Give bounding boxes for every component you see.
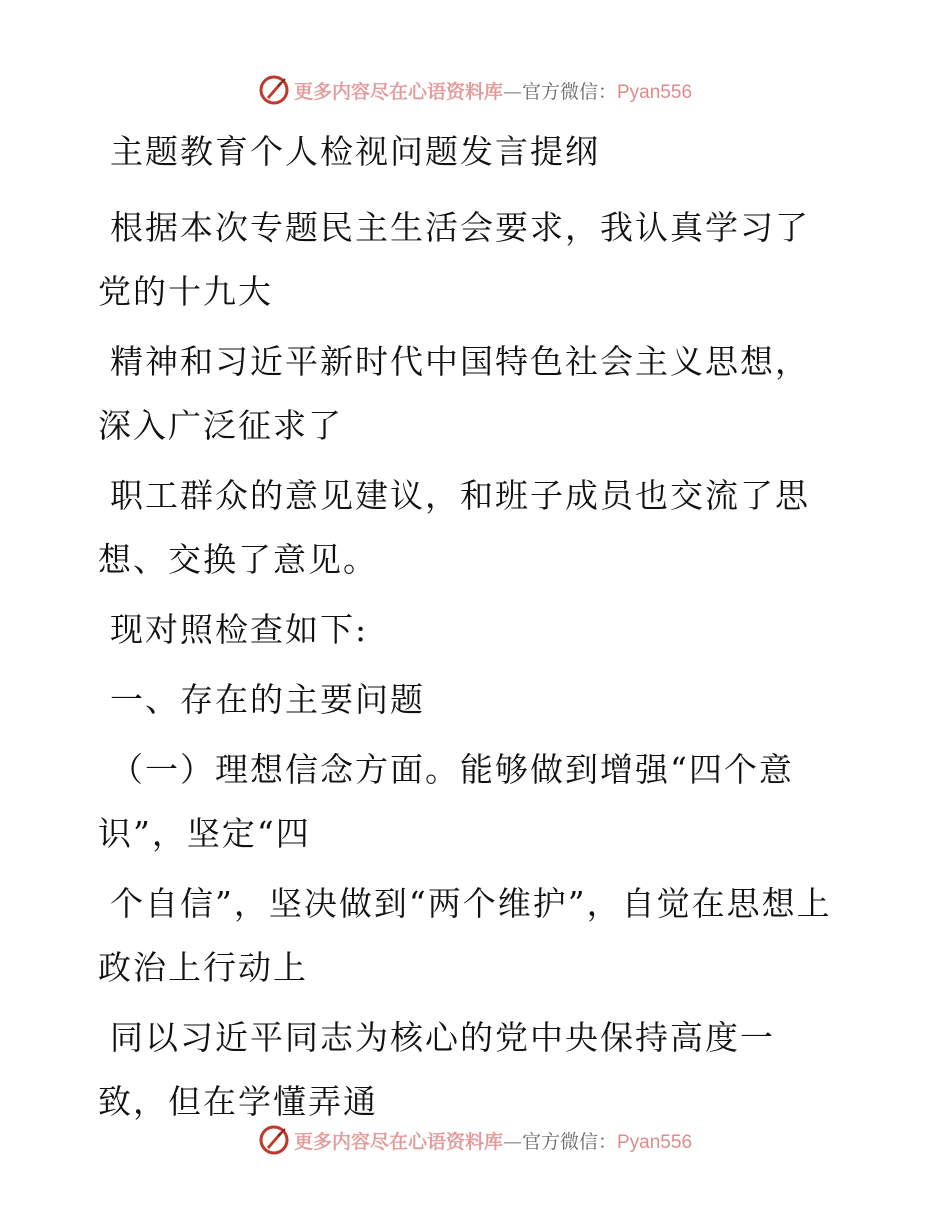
quill-logo-icon [258, 1124, 290, 1156]
section-heading: 一、存在的主要问题 [110, 680, 425, 719]
paragraph: （一）理想信念方面。能够做到增强“四个意识”，坚定“四 [98, 750, 794, 853]
paragraph: 个自信”，坚决做到“两个维护”，自觉在思想上政治上行动上 [98, 884, 832, 987]
paragraph: 同以习近平同志为核心的党中央保持高度一致，但在学懂弄通 [98, 1018, 775, 1121]
watermark-text [294, 77, 692, 104]
watermark-wechat-label: 官方微信： [521, 80, 617, 103]
document-body [98, 120, 838, 1140]
quill-logo-icon [258, 74, 290, 106]
watermark-wechat-id: Pyan556 [617, 1131, 693, 1153]
document-title: 主题教育个人检视问题发言提纲 [110, 132, 600, 171]
paragraph: 职工群众的意见建议，和班子成员也交流了思想、交换了意见。 [98, 476, 810, 579]
watermark-site-text: 更多内容尽在心语资料库 [293, 1130, 503, 1153]
watermark-wechat-label: 官方微信： [521, 1130, 617, 1153]
watermark-footer [0, 1120, 950, 1160]
paragraph: 精神和习近平新时代中国特色社会主义思想，深入广泛征求了 [98, 342, 810, 445]
watermark-wechat-id: Pyan556 [617, 81, 693, 103]
watermark-header [0, 70, 950, 110]
watermark-text [294, 1127, 692, 1154]
paragraph: 现对照检查如下: [110, 610, 369, 649]
paragraph: 根据本次专题民主生活会要求，我认真学习了党的十九大 [98, 208, 810, 311]
watermark-site-text: 更多内容尽在心语资料库 [293, 80, 503, 103]
watermark-separator: — [502, 1130, 522, 1153]
watermark-separator: — [502, 80, 522, 103]
